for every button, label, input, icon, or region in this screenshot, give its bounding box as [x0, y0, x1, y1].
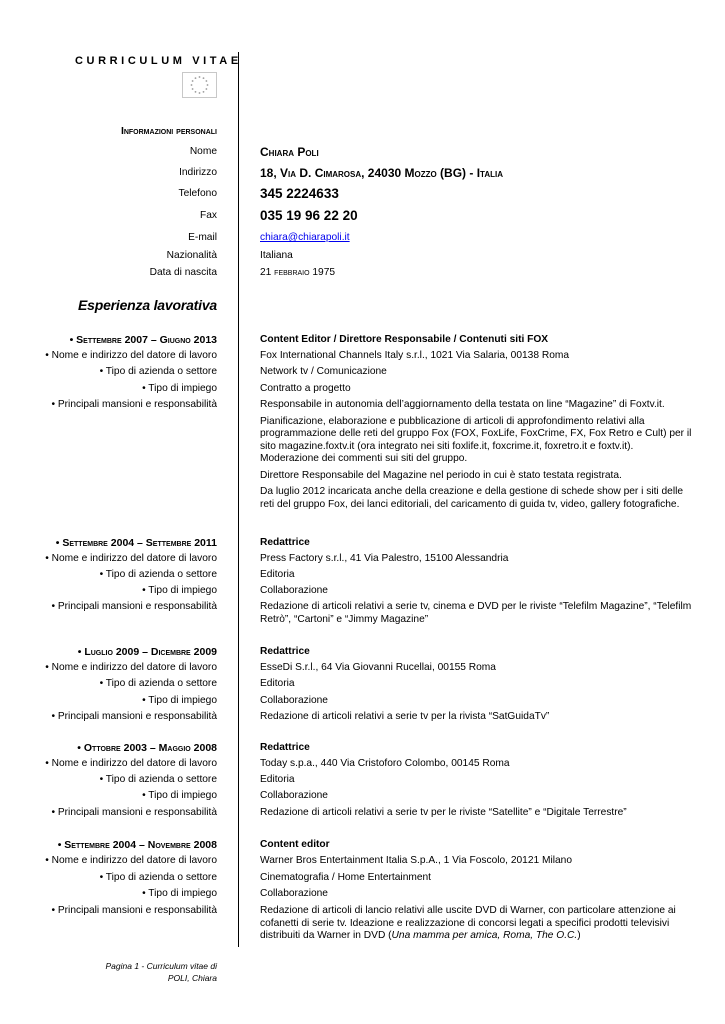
entry-sector: Editoria	[260, 678, 295, 689]
type-label: • Tipo di impiego	[142, 585, 217, 596]
email-label: E-mail	[188, 232, 217, 243]
address-label: Indirizzo	[179, 167, 217, 178]
phone-value: 345 2224633	[260, 186, 339, 201]
entry-employer: EsseDi S.r.l., 64 Via Giovanni Rucellai, 00155 Roma	[260, 662, 496, 673]
entry-role: Content Editor / Direttore Responsabile / Contenuti siti FOX	[260, 334, 549, 345]
entry-duties: Redazione di articoli relativi a serie tv per la rivista “SatGuidaTv”	[260, 711, 550, 722]
type-label: • Tipo di impiego	[142, 695, 217, 706]
duty-titles: Una mamma per amica, Roma, The O.C.	[391, 930, 578, 941]
employer-label: • Nome e indirizzo del datore di lavoro	[45, 855, 217, 866]
duty-close: )	[577, 930, 581, 941]
duty-line: Responsabile in autonomia dell’aggiornamento della testata on line “Magazine” di Foxtv.it.	[260, 399, 665, 410]
sector-label: • Tipo di azienda o settore	[99, 569, 217, 580]
duties-label: • Principali mansioni e responsabilità	[51, 601, 217, 612]
entry-sector: Network tv / Comunicazione	[260, 366, 387, 377]
page-footer	[106, 960, 218, 984]
entry-type: Collaborazione	[260, 888, 328, 899]
entry-type: Collaborazione	[260, 695, 328, 706]
address-value: 18, Via D. Cimarosa, 24030 Mozzo (BG) - Italia	[260, 166, 503, 180]
duties-label: • Principali mansioni e responsabilità	[51, 711, 217, 722]
entry-type: Contratto a progetto	[260, 383, 351, 394]
entry-date: • Ottobre 2003 – Maggio 2008	[77, 742, 217, 754]
entry-duties: Redazione di articoli relativi a serie tv, cinema e DVD per le riviste “Telefilm Magazine”, “Telefilm Retrò”, “Cartoni” e “Jimmy Magazine”	[260, 601, 692, 625]
type-label: • Tipo di impiego	[142, 790, 217, 801]
entry-role: Content editor	[260, 839, 330, 850]
duties-label: • Principali mansioni e responsabilità	[51, 905, 217, 916]
entry-role: Redattrice	[260, 646, 310, 657]
entry-date: • Settembre 2007 – Giugno 2013	[69, 334, 217, 346]
eu-flag-icon	[182, 72, 217, 98]
entry-role: Redattrice	[260, 537, 310, 548]
entry-sector: Cinematografia / Home Entertainment	[260, 872, 432, 883]
nationality-value: Italiana	[260, 250, 293, 261]
nationality-label: Nazionalità	[166, 250, 217, 261]
footer-line: Pagina 1 - Curriculum vitae di	[105, 961, 217, 971]
duties-label: • Principali mansioni e responsabilità	[51, 399, 217, 410]
entry-duties	[260, 905, 692, 943]
employer-label: • Nome e indirizzo del datore di lavoro	[45, 662, 217, 673]
type-label: • Tipo di impiego	[142, 383, 217, 394]
column-divider	[238, 52, 239, 947]
entry-employer: Press Factory s.r.l., 41 Via Palestro, 15100 Alessandria	[260, 553, 509, 564]
entry-type: Collaborazione	[260, 790, 328, 801]
employer-label: • Nome e indirizzo del datore di lavoro	[45, 553, 217, 564]
sector-label: • Tipo di azienda o settore	[99, 366, 217, 377]
entry-date: • Luglio 2009 – Dicembre 2009	[77, 646, 217, 658]
phone-label: Telefono	[178, 188, 217, 199]
entry-employer: Warner Bros Entertainment Italia S.p.A., 1 Via Foscolo, 20121 Milano	[260, 855, 573, 866]
duty-line: Pianificazione, elaborazione e pubblicazione di articoli di approfondimento relativi alla programmazione delle reti del gruppo Fox (FOX, FoxLife, FoxCrime, FX, Fox Retro e Cult) per il sito magazine.foxtv.it (ora integrato nei siti foxlife.it, foxcrime.it, foxretro.it e foxtv.it). Moderazione dei commenti sui siti del gruppo.	[260, 415, 692, 464]
entry-role: Redattrice	[260, 742, 310, 753]
duty-line: Da luglio 2012 incaricata anche della creazione e della gestione di schede show per i siti delle reti del gruppo Fox, dei lanci editoriali, del caricamento di guida tv, video, gallery fotografiche.	[260, 486, 684, 510]
entry-sector: Editoria	[260, 569, 295, 580]
name-value: Chiara Poli	[260, 145, 319, 159]
duties-label: • Principali mansioni e responsabilità	[51, 807, 217, 818]
type-label: • Tipo di impiego	[142, 888, 217, 899]
fax-value: 035 19 96 22 20	[260, 208, 358, 223]
entry-date: • Settembre 2004 – Novembre 2008	[57, 839, 217, 851]
entry-employer: Today s.p.a., 440 Via Cristoforo Colombo, 00145 Roma	[260, 758, 510, 769]
sector-label: • Tipo di azienda o settore	[99, 774, 217, 785]
sector-label: • Tipo di azienda o settore	[99, 872, 217, 883]
duty-line: Direttore Responsabile del Magazine nel periodo in cui è stato testata registrata.	[260, 469, 622, 481]
duty-text: Redazione di articoli di lancio relativi alle uscite DVD di Warner, con particolare attenzione ai cofanetti di serie tv. Ideazione e realizzazione di concorsi legati a specifici prodotti televisivi distribuiti da Warner in DVD (	[260, 905, 676, 941]
footer-line: POLI, Chiara	[167, 973, 217, 983]
sector-label: • Tipo di azienda o settore	[99, 678, 217, 689]
employer-label: • Nome e indirizzo del datore di lavoro	[45, 758, 217, 769]
entry-sector: Editoria	[260, 774, 295, 785]
entry-date: • Settembre 2004 – Settembre 2011	[55, 537, 217, 549]
email-link[interactable]: chiara@chiarapoli.it	[260, 232, 350, 243]
fax-label: Fax	[200, 210, 217, 221]
name-label: Nome	[189, 146, 217, 157]
entry-duties	[260, 399, 692, 511]
cv-title: CURRICULUM VITAE	[75, 55, 242, 67]
personal-info-heading: Informazioni personali	[120, 125, 217, 137]
employer-label: • Nome e indirizzo del datore di lavoro	[45, 350, 217, 361]
birth-label: Data di nascita	[149, 267, 217, 278]
birth-value: 21 febbraio 1975	[260, 267, 336, 278]
experience-heading: Esperienza lavorativa	[78, 297, 217, 313]
entry-employer: Fox International Channels Italy s.r.l., 1021 Via Salaria, 00138 Roma	[260, 350, 570, 361]
entry-duties: Redazione di articoli relativi a serie tv per le riviste “Satellite” e “Digitale Terrestre”	[260, 807, 627, 818]
entry-type: Collaborazione	[260, 585, 328, 596]
